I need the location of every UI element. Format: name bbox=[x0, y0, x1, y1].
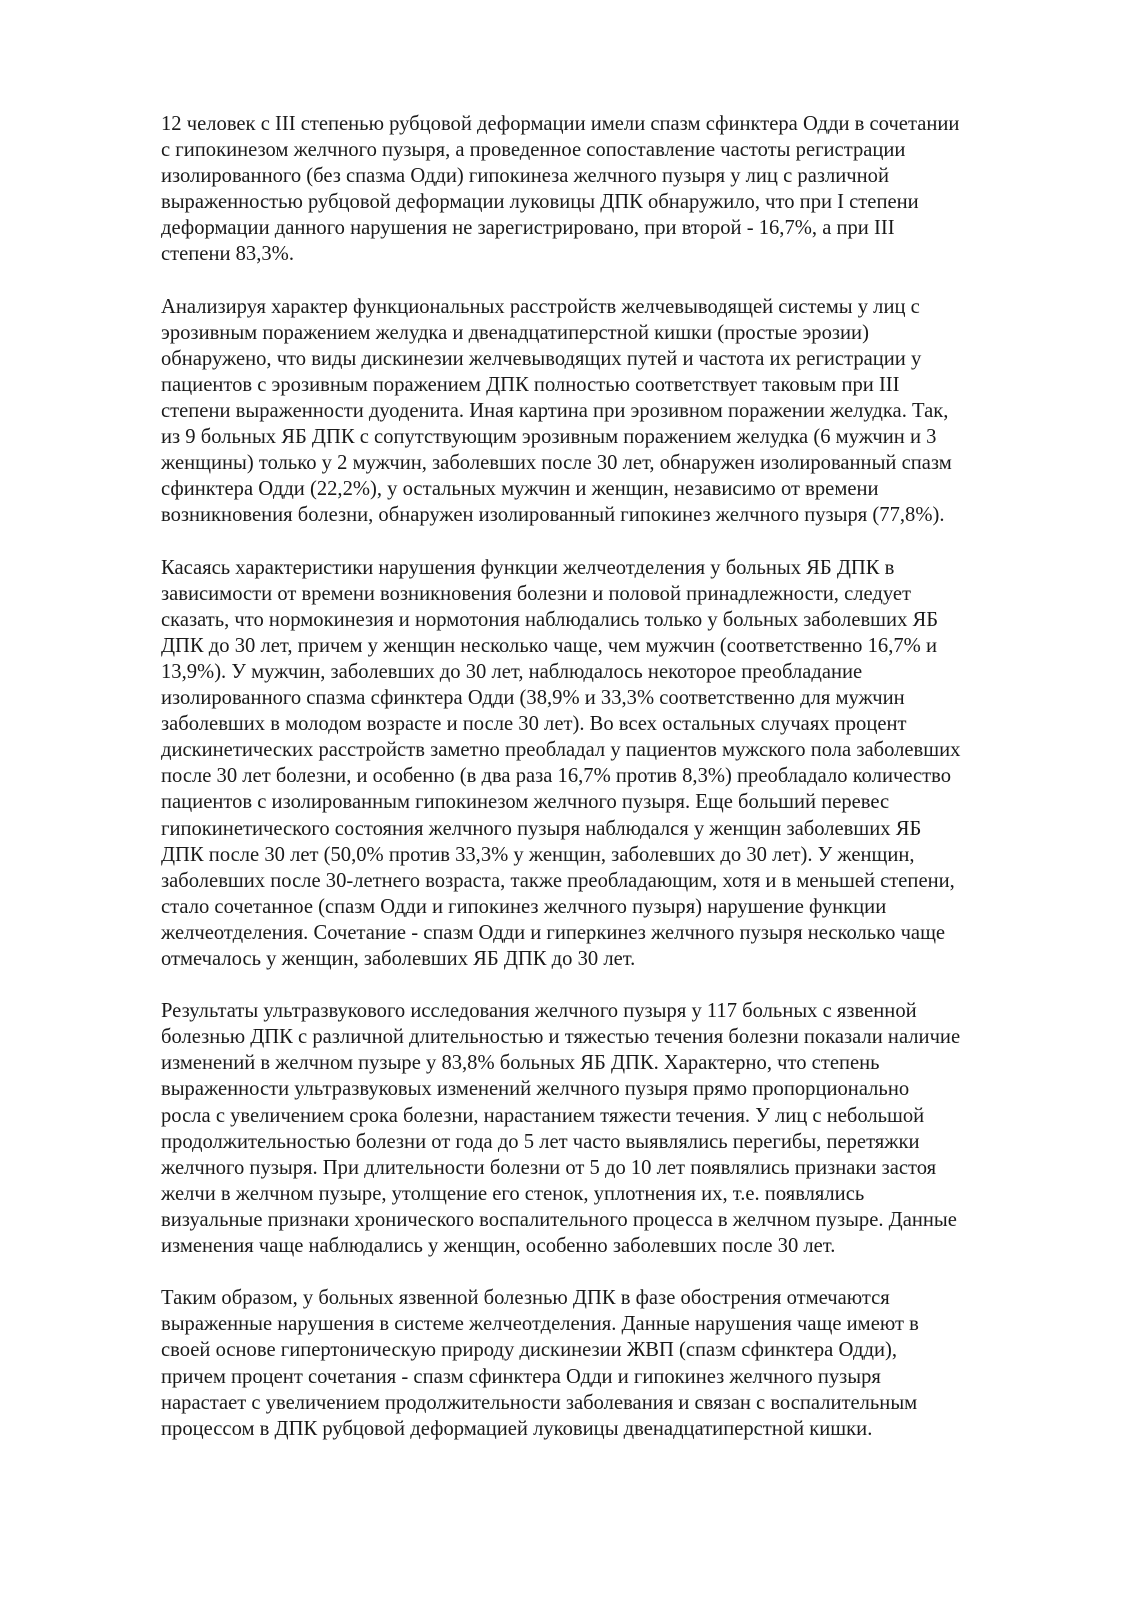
text-line: желчного пузыря. При длительности болезни от 5 до 10 лет появлялись признаки застоя bbox=[161, 1156, 937, 1179]
paragraph bbox=[161, 1285, 1061, 1442]
text-line: стало сочетанное (спазм Одди и гипокинез желчного пузыря) нарушение функции bbox=[161, 895, 887, 918]
text-line: сказать, что нормокинезия и нормотония наблюдались только у больных заболевших ЯБ bbox=[161, 608, 939, 631]
text-line: нарастает с увеличением продолжительности заболевания и связан с воспалительным bbox=[161, 1391, 918, 1414]
text-line: 13,9%). У мужчин, заболевших до 30 лет, наблюдалось некоторое преобладание bbox=[161, 660, 863, 683]
text-line: желчеотделения. Сочетание - спазм Одди и гиперкинез желчного пузыря несколько чаще bbox=[161, 921, 946, 944]
text-line: Анализируя характер функциональных расстройств желчевыводящей системы у лиц с bbox=[161, 295, 920, 318]
paragraph bbox=[161, 294, 1061, 529]
text-line: своей основе гипертоническую природу дискинезии ЖВП (спазм сфинктера Одди), bbox=[161, 1339, 898, 1362]
text-line: визуальные признаки хронического воспалительного процесса в желчном пузыре. Данные bbox=[161, 1208, 957, 1231]
text-line: ДПК после 30 лет (50,0% против 33,3% у женщин, заболевших до 30 лет). У женщин, bbox=[161, 843, 915, 866]
text-line: болезнью ДПК с различной длительностью и тяжестью течения болезни показали наличие bbox=[161, 1026, 961, 1049]
text-line: зависимости от времени возникновения болезни и половой принадлежности, следует bbox=[161, 582, 911, 605]
text-line: заболевших в молодом возрасте и после 30 лет). Во всех остальных случаях процент bbox=[161, 713, 907, 736]
text-line: гипокинетического состояния желчного пузыря наблюдался у женщин заболевших ЯБ bbox=[161, 817, 922, 840]
text-line: Результаты ультразвукового исследования желчного пузыря у 117 больных с язвенной bbox=[161, 1000, 917, 1023]
text-line: из 9 больных ЯБ ДПК с сопутствующим эрозивным поражением желудка (6 мужчин и 3 bbox=[161, 426, 937, 449]
text-line: эрозивным поражением желудка и двенадцатиперстной кишки (простые эрозии) bbox=[161, 321, 869, 344]
text-line: выраженные нарушения в системе желчеотделения. Данные нарушения чаще имеют в bbox=[161, 1313, 919, 1336]
text-line: женщины) только у 2 мужчин, заболевших после 30 лет, обнаружен изолированный спазм bbox=[161, 452, 952, 475]
text-line: процессом в ДПК рубцовой деформацией луковицы двенадцатиперстной кишки. bbox=[161, 1417, 873, 1440]
text-line: пациентов с изолированным гипокинезом желчного пузыря. Еще больший перевес bbox=[161, 791, 890, 814]
text-line: деформации данного нарушения не зарегистрировано, при второй - 16,7%, а при III bbox=[161, 217, 895, 240]
text-line: продолжительностью болезни от года до 5 лет часто выявлялись перегибы, перетяжки bbox=[161, 1130, 920, 1153]
text-line: сфинктера Одди (22,2%), у остальных мужчин и женщин, независимо от времени bbox=[161, 478, 879, 501]
text-line: изменений в желчном пузыре у 83,8% больных ЯБ ДПК. Характерно, что степень bbox=[161, 1052, 880, 1075]
text-line: изменения чаще наблюдались у женщин, особенно заболевших после 30 лет. bbox=[161, 1235, 836, 1258]
paragraph bbox=[161, 555, 1061, 973]
document-body bbox=[161, 111, 1061, 1468]
text-line: Касаясь характеристики нарушения функции желчеотделения у больных ЯБ ДПК в bbox=[161, 556, 895, 579]
text-line: причем процент сочетания - спазм сфинктера Одди и гипокинез желчного пузыря bbox=[161, 1365, 881, 1388]
text-line: пациентов с эрозивным поражением ДПК полностью соответствует таковым при III bbox=[161, 373, 900, 396]
text-line: возникновения болезни, обнаружен изолированный гипокинез желчного пузыря (77,8%). bbox=[161, 504, 945, 527]
text-line: степени выраженности дуоденита. Иная картина при эрозивном поражении желудка. Так, bbox=[161, 400, 949, 423]
text-line: желчи в желчном пузыре, утолщение его стенок, уплотнения их, т.е. появлялись bbox=[161, 1182, 865, 1205]
text-line: ДПК до 30 лет, причем у женщин несколько чаще, чем мужчин (соответственно 16,7% и bbox=[161, 634, 937, 657]
text-line: степени 83,3%. bbox=[161, 243, 294, 266]
text-line: росла с увеличением срока болезни, нарастанием тяжести течения. У лиц с небольшой bbox=[161, 1104, 925, 1127]
text-line: дискинетических расстройств заметно преобладал у пациентов мужского пола заболевших bbox=[161, 739, 961, 762]
paragraph bbox=[161, 998, 1061, 1259]
text-line: 12 человек с III степенью рубцовой деформации имели спазм сфинктера Одди в сочетании bbox=[161, 113, 960, 135]
text-line: отмечалось у женщин, заболевших ЯБ ДПК до 30 лет. bbox=[161, 948, 636, 970]
text-line: выраженностью рубцовой деформации луковицы ДПК обнаружило, что при I степени bbox=[161, 191, 919, 214]
text-line: изолированного спазма сфинктера Одди (38,9% и 33,3% соответственно для мужчин bbox=[161, 687, 905, 710]
text-line: заболевших после 30-летнего возраста, также преобладающим, хотя и в меньшей степени, bbox=[161, 869, 955, 892]
text-line: выраженности ультразвуковых изменений желчного пузыря прямо пропорционально bbox=[161, 1078, 910, 1101]
text-line: изолированного (без спазма Одди) гипокинеза желчного пузыря у лиц с различной bbox=[161, 165, 889, 188]
text-line: после 30 лет болезни, и особенно (в два раза 16,7% против 8,3%) преобладало количество bbox=[161, 765, 952, 788]
text-line: с гипокинезом желчного пузыря, а проведенное сопоставление частоты регистрации bbox=[161, 139, 906, 162]
text-line: Таким образом, у больных язвенной болезнью ДПК в фазе обострения отмечаются bbox=[161, 1287, 890, 1310]
text-line: обнаружено, что виды дискинезии желчевыводящих путей и частота их регистрации у bbox=[161, 347, 922, 370]
paragraph bbox=[161, 111, 1061, 268]
